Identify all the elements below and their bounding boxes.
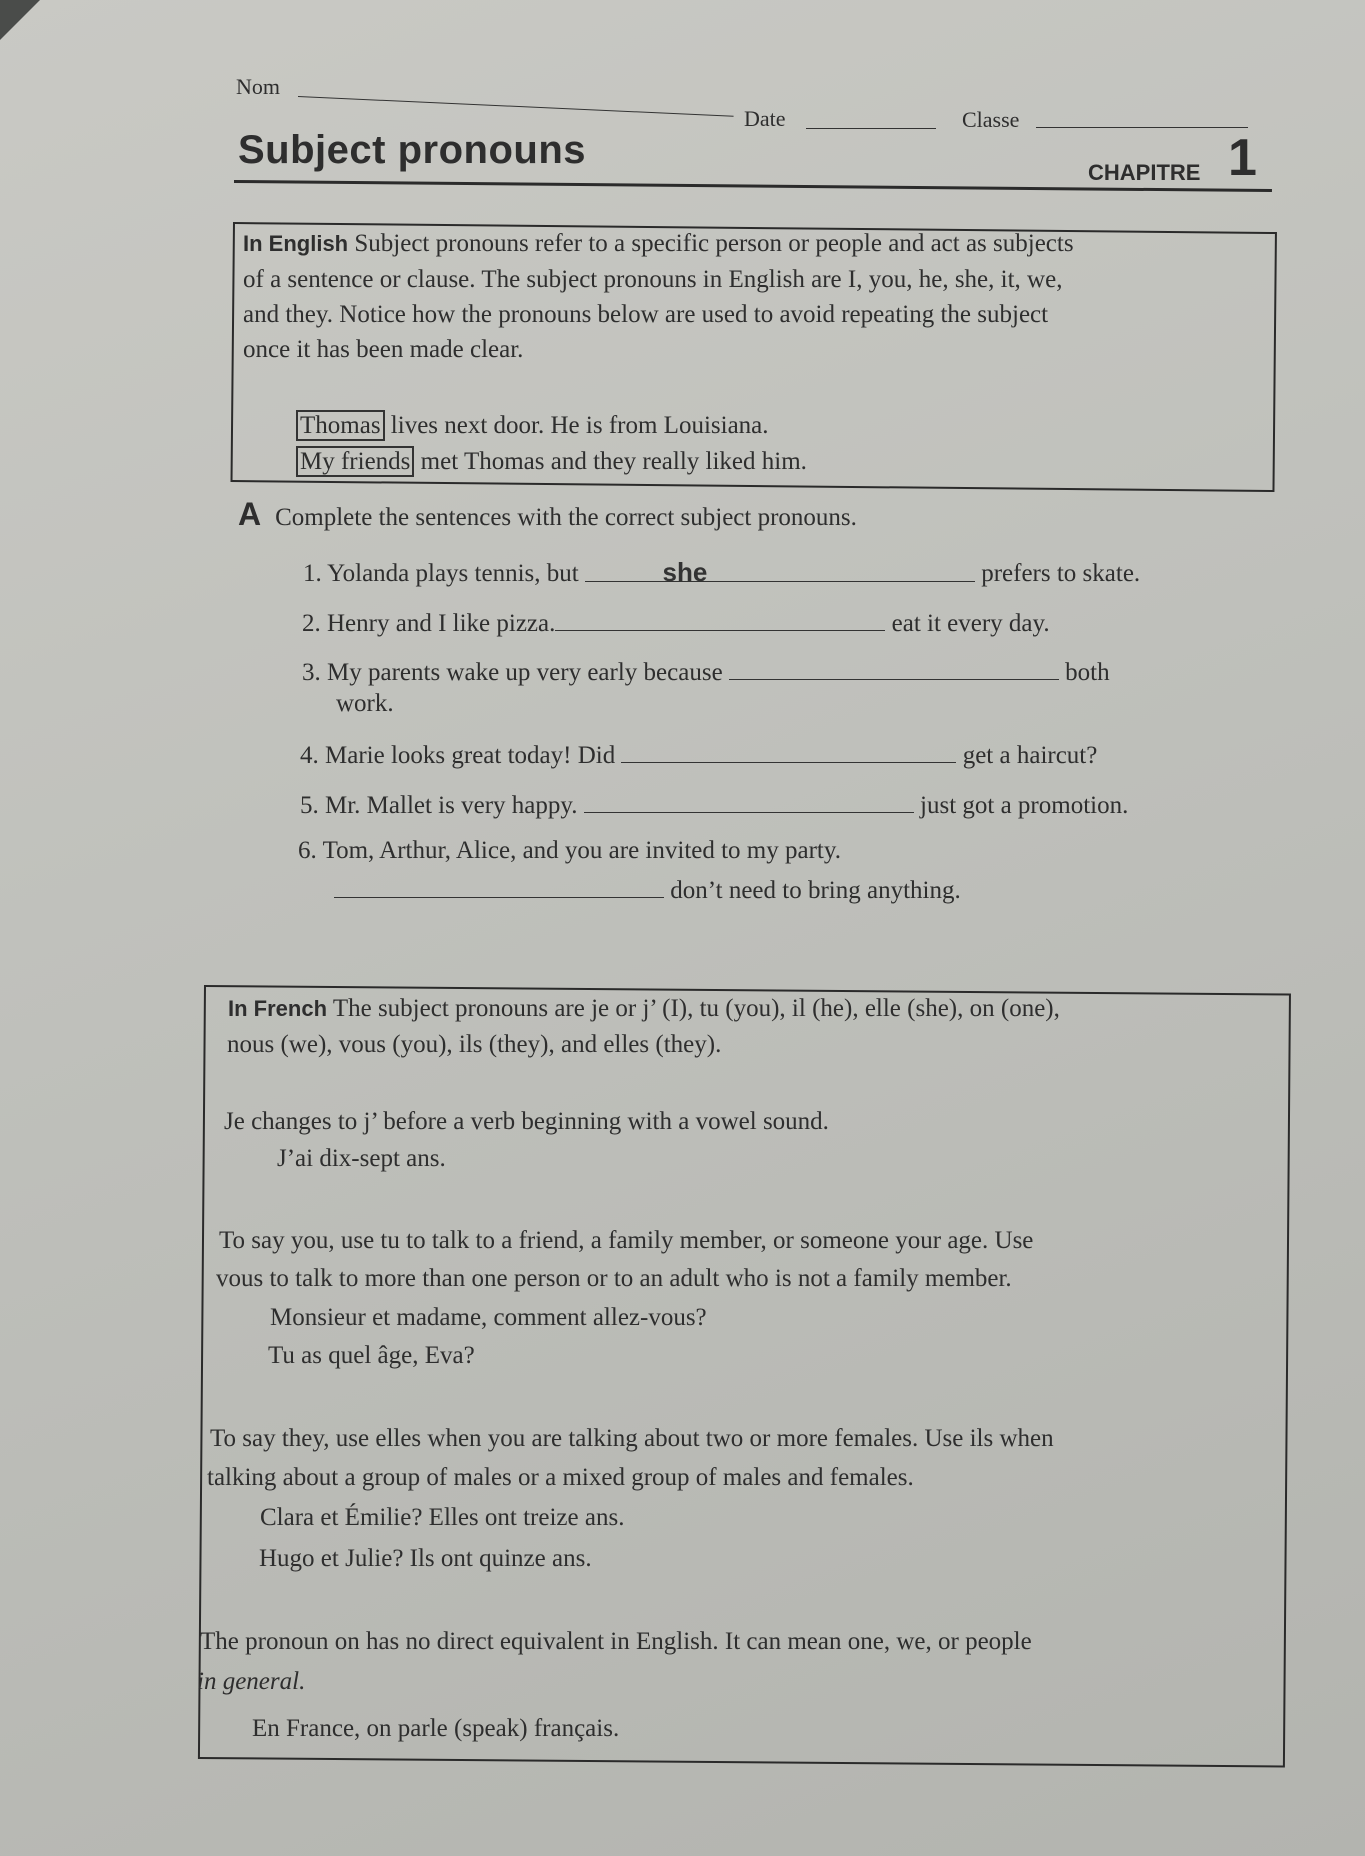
item-text-after: just got a promotion. (920, 792, 1129, 819)
section-a-instruction (238, 496, 857, 533)
exercise-item-4 (300, 738, 1097, 770)
example-2-rest: met Thomas and they really liked him. (420, 448, 807, 475)
item-number: 4. (300, 742, 319, 769)
chapter-label: CHAPITRE (1088, 160, 1201, 185)
item-number: 3. (302, 659, 321, 686)
item-text-after: eat it every day. (891, 610, 1050, 637)
item-number: 2. (302, 610, 321, 637)
english-line-3: and they. Notice how the pronouns below are used to avoid repeating the subject (243, 301, 1049, 328)
french-intro-text-1: The subject pronouns are je or j’ (I), tu (you), il (he), elle (she), on (one), (332, 995, 1060, 1022)
you-example-2: Tu as quel âge, Eva? (268, 1342, 475, 1369)
english-line-2: of a sentence or clause. The subject pronouns in English are I, you, he, she, it, we, (243, 266, 1063, 293)
page-corner-shadow (0, 0, 40, 40)
classe-line (1036, 127, 1248, 128)
you-rule-line-1: To say you, use tu to talk to a friend, a family member, or someone your age. Use (219, 1227, 1034, 1254)
item-text-after: prefers to skate. (981, 560, 1141, 587)
item-text-before: Henry and I like pizza. (327, 610, 556, 637)
item-number: 1. (303, 560, 322, 587)
they-rule-line-1: To say they, use elles when you are talking about two or more females. Use ils when (210, 1425, 1054, 1452)
english-line-4: once it has been made clear. (243, 336, 524, 363)
item-text-before: Marie looks great today! Did (325, 742, 616, 769)
french-heading: In French (228, 996, 328, 1021)
nom-line (298, 96, 734, 117)
exercise-item-5 (300, 788, 1128, 820)
example-1-rest: lives next door. He is from Louisiana. (390, 412, 769, 439)
french-intro-line-2: nous (we), vous (you), ils (they), and elles (they). (227, 1031, 722, 1058)
je-example: J’ai dix-sept ans. (277, 1145, 446, 1172)
instruction-text: Complete the sentences with the correct subject pronouns. (275, 504, 857, 531)
classe-label: Classe (962, 107, 1020, 132)
section-a-letter: A (238, 496, 262, 532)
answer-blank-6[interactable] (334, 873, 664, 898)
exercise-item-3-continued: work. (336, 690, 394, 717)
chapter-number: 1 (1228, 129, 1257, 187)
english-text-1: Subject pronouns refer to a specific person or people and act as subjects (354, 230, 1074, 257)
on-rule-line-2: in general. (197, 1668, 306, 1695)
they-example-2: Hugo et Julie? Ils ont quinze ans. (259, 1545, 592, 1572)
item-text-before: Mr. Mallet is very happy. (325, 792, 578, 819)
item-text-before: Tom, Arthur, Alice, and you are invited to my party. (322, 837, 841, 864)
answer-blank-3[interactable] (729, 655, 1059, 680)
answer-blank-1[interactable] (585, 557, 975, 587)
answer-blank-2[interactable] (555, 606, 885, 631)
exercise-item-1 (303, 557, 1140, 588)
date-line (806, 128, 936, 129)
item-text-before: My parents wake up very early because (327, 659, 723, 686)
exercise-item-2 (302, 606, 1050, 638)
answer-blank-4[interactable] (621, 738, 956, 763)
example-1-subject: Thomas (296, 410, 385, 441)
english-line-1 (243, 226, 1074, 261)
exercise-item-6-continued (334, 873, 961, 905)
answer-text: she (662, 557, 708, 587)
english-example-2 (296, 448, 807, 476)
item-text-before: Yolanda plays tennis, but (327, 560, 579, 587)
on-example: En France, on parle (speak) français. (252, 1715, 620, 1742)
english-example-1 (296, 412, 769, 440)
date-label: Date (744, 106, 786, 131)
page-title: Subject pronouns (238, 128, 586, 172)
item-number: 5. (300, 792, 319, 819)
you-rule-line-2: vous to talk to more than one person or to an adult who is not a family member. (216, 1265, 1012, 1292)
example-2-subject: My friends (296, 446, 414, 477)
item-text-after: both (1065, 659, 1110, 686)
je-rule-line: Je changes to j’ before a verb beginning with a vowel sound. (224, 1108, 829, 1135)
answer-blank-5[interactable] (584, 788, 914, 813)
french-intro-line-1 (228, 991, 1060, 1026)
on-rule-line-1: The pronoun on has no direct equivalent in English. It can mean one, we, or people (200, 1628, 1032, 1655)
item-number: 6. (298, 837, 317, 864)
exercise-item-3 (302, 655, 1110, 687)
english-heading: In English (243, 231, 349, 256)
they-rule-line-2: talking about a group of males or a mixed group of males and females. (207, 1464, 914, 1491)
you-example-1: Monsieur et madame, comment allez-vous? (270, 1304, 707, 1331)
exercise-item-6 (298, 837, 841, 865)
item-text-after: don’t need to bring anything. (670, 877, 961, 904)
they-example-1: Clara et Émilie? Elles ont treize ans. (260, 1504, 625, 1531)
nom-label: Nom (236, 74, 280, 99)
item-text-after: get a haircut? (962, 742, 1098, 769)
